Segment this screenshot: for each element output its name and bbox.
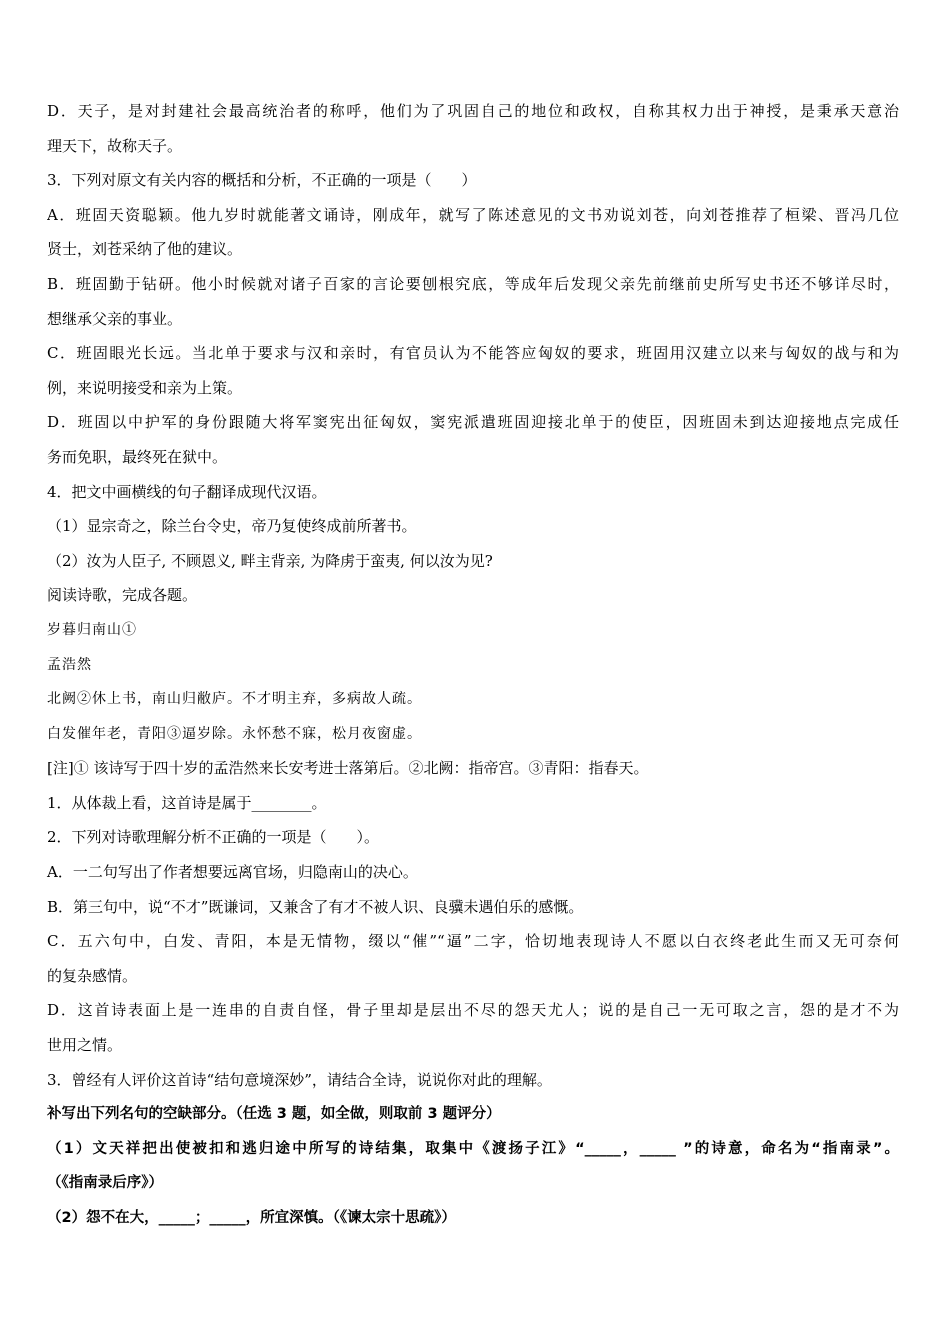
text-line: A．班固天资聪颖。他九岁时就能著文诵诗，刚成年，就写了陈述意见的文书劝说刘苍，向刘苍推荐了桓梁、晋冯几位 <box>47 205 899 224</box>
text-line: （2）汝为人臣子, 不顾恩义, 畔主背亲, 为降虏于蛮夷, 何以汝为见? <box>47 551 493 570</box>
text-line: （1）显宗奇之，除兰台令史，帝乃复使终成前所著书。 <box>47 517 417 536</box>
text-line: 1．从体裁上看，这首诗是属于________。 <box>47 793 327 812</box>
text-line: 贤士，刘苍采纳了他的建议。 <box>47 240 243 259</box>
fill-in-question-line: （1）文天祥把出使被扣和逃归途中所写的诗结集，取集中《渡扬子江》“_____，_____ ”的诗意，命名为“指南录”。 <box>47 1140 899 1157</box>
text-line: D．这首诗表面上是一连串的自责自怪，骨子里却是层出不尽的怨天尤人；说的是自己一无可取之言，怨的是才不为 <box>47 1001 899 1020</box>
text-line: 想继承父亲的事业。 <box>47 309 183 328</box>
fill-in-question-line: 补写出下列名句的空缺部分。（任选 3 题，如全做，则取前 3 题评分） <box>47 1106 501 1123</box>
text-line: B．第三句中，说“不才”既谦词，又兼含了有才不被人识、良骥未遇伯乐的感慨。 <box>47 897 584 916</box>
text-line: 的复杂感情。 <box>47 966 138 985</box>
poem-line: 白发催年老，青阳③逼岁除。永怀愁不寐，松月夜窗虚。 <box>47 725 422 742</box>
text-line: 阅读诗歌，完成各题。 <box>47 586 198 605</box>
fill-in-question-line: （《指南录后序》） <box>47 1175 163 1192</box>
text-line: C．五六句中，白发、青阳，本是无情物，缀以“催”“逼”二字，恰切地表现诗人不愿以白衣终老此生而又无可奈何 <box>47 932 899 951</box>
text-line: [注]① 该诗写于四十岁的孟浩然来长安考进士落第后。②北阙：指帝宫。③青阳：指春天。 <box>47 759 649 778</box>
poem-line: 北阙②休上书，南山归敝庐。不才明主弃，多病故人疏。 <box>47 691 422 708</box>
text-line: 世用之情。 <box>47 1036 123 1055</box>
text-line: B．班固勤于钻研。他小时候就对诸子百家的言论要刨根究底，等成年后发现父亲先前继前史所写史书还不够详尽时， <box>47 274 899 293</box>
text-line: C．班固眼光长远。当北单于要求与汉和亲时，有官员认为不能答应匈奴的要求，班固用汉建立以来与匈奴的战与和为 <box>47 344 899 363</box>
text-line: 3．下列对原文有关内容的概括和分析，不正确的一项是（ ） <box>47 171 477 190</box>
text-line: 2．下列对诗歌理解分析不正确的一项是（ ）。 <box>47 828 380 847</box>
text-line: 4．把文中画横线的句子翻译成现代汉语。 <box>47 482 327 501</box>
text-line: 务而免职，最终死在狱中。 <box>47 447 228 466</box>
poem-line: 孟浩然 <box>47 656 92 673</box>
text-line: 例，来说明接受和亲为上策。 <box>47 378 243 397</box>
poem-line: 岁暮归南山① <box>47 621 137 638</box>
fill-in-question-line: （2）怨不在大，_____；_____，所宜深慎。（《谏太宗十思疏》） <box>47 1210 456 1226</box>
text-line: 3．曾经有人评价这首诗“结句意境深妙”，请结合全诗，说说你对此的理解。 <box>47 1070 552 1089</box>
text-line: D．班固以中护军的身份跟随大将军窦宪出征匈奴，窦宪派遣班固迎接北单于的使臣，因班固未到达迎接地点完成任 <box>47 413 899 432</box>
document-body <box>47 94 899 1236</box>
text-line: 理天下，故称天子。 <box>47 136 183 155</box>
text-line: D．天子，是对封建社会最高统治者的称呼，他们为了巩固自己的地位和政权，自称其权力出于神授，是秉承天意治 <box>47 102 899 120</box>
text-line: A．一二句写出了作者想要远离官场，归隐南山的决心。 <box>47 863 418 882</box>
